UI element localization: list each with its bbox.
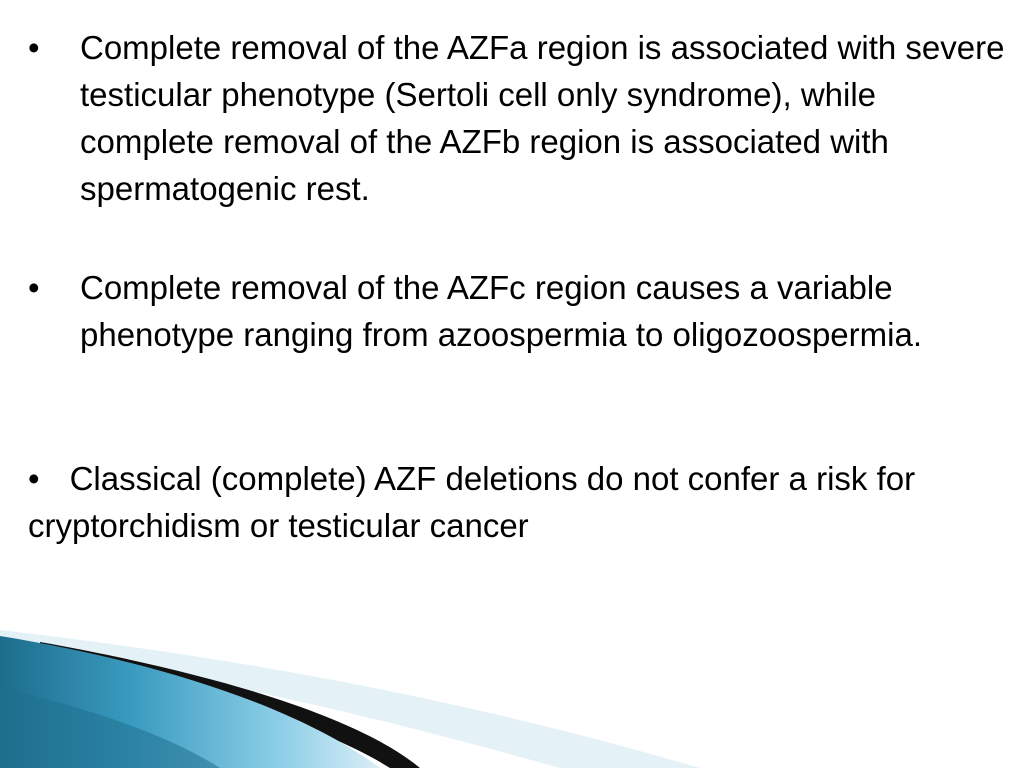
bullet-item-azfa	[28, 24, 1018, 212]
bullet-glyph: •	[28, 269, 40, 306]
bullet-glyph: •	[28, 29, 40, 66]
bullet-item-azfc	[28, 264, 1018, 358]
bullet-glyph: •	[28, 460, 40, 497]
bullet-text-azfc: Complete removal of the AZFc region causes a variable phenotype ranging from azoospermia to oligozoospermia.	[80, 269, 922, 353]
bullet-text-classical: Classical (complete) AZF deletions do not confer a risk for cryptorchidism or testicular cancer	[28, 460, 916, 544]
decorative-swoosh	[0, 628, 1024, 768]
bullet-item-classical	[28, 455, 1018, 549]
bullet-text-azfa: Complete removal of the AZFa region is associated with severe testicular phenotype (Sertoli cell only syndrome), while complete removal of the AZFb region is associated with spermatogenic rest.	[80, 29, 1005, 207]
